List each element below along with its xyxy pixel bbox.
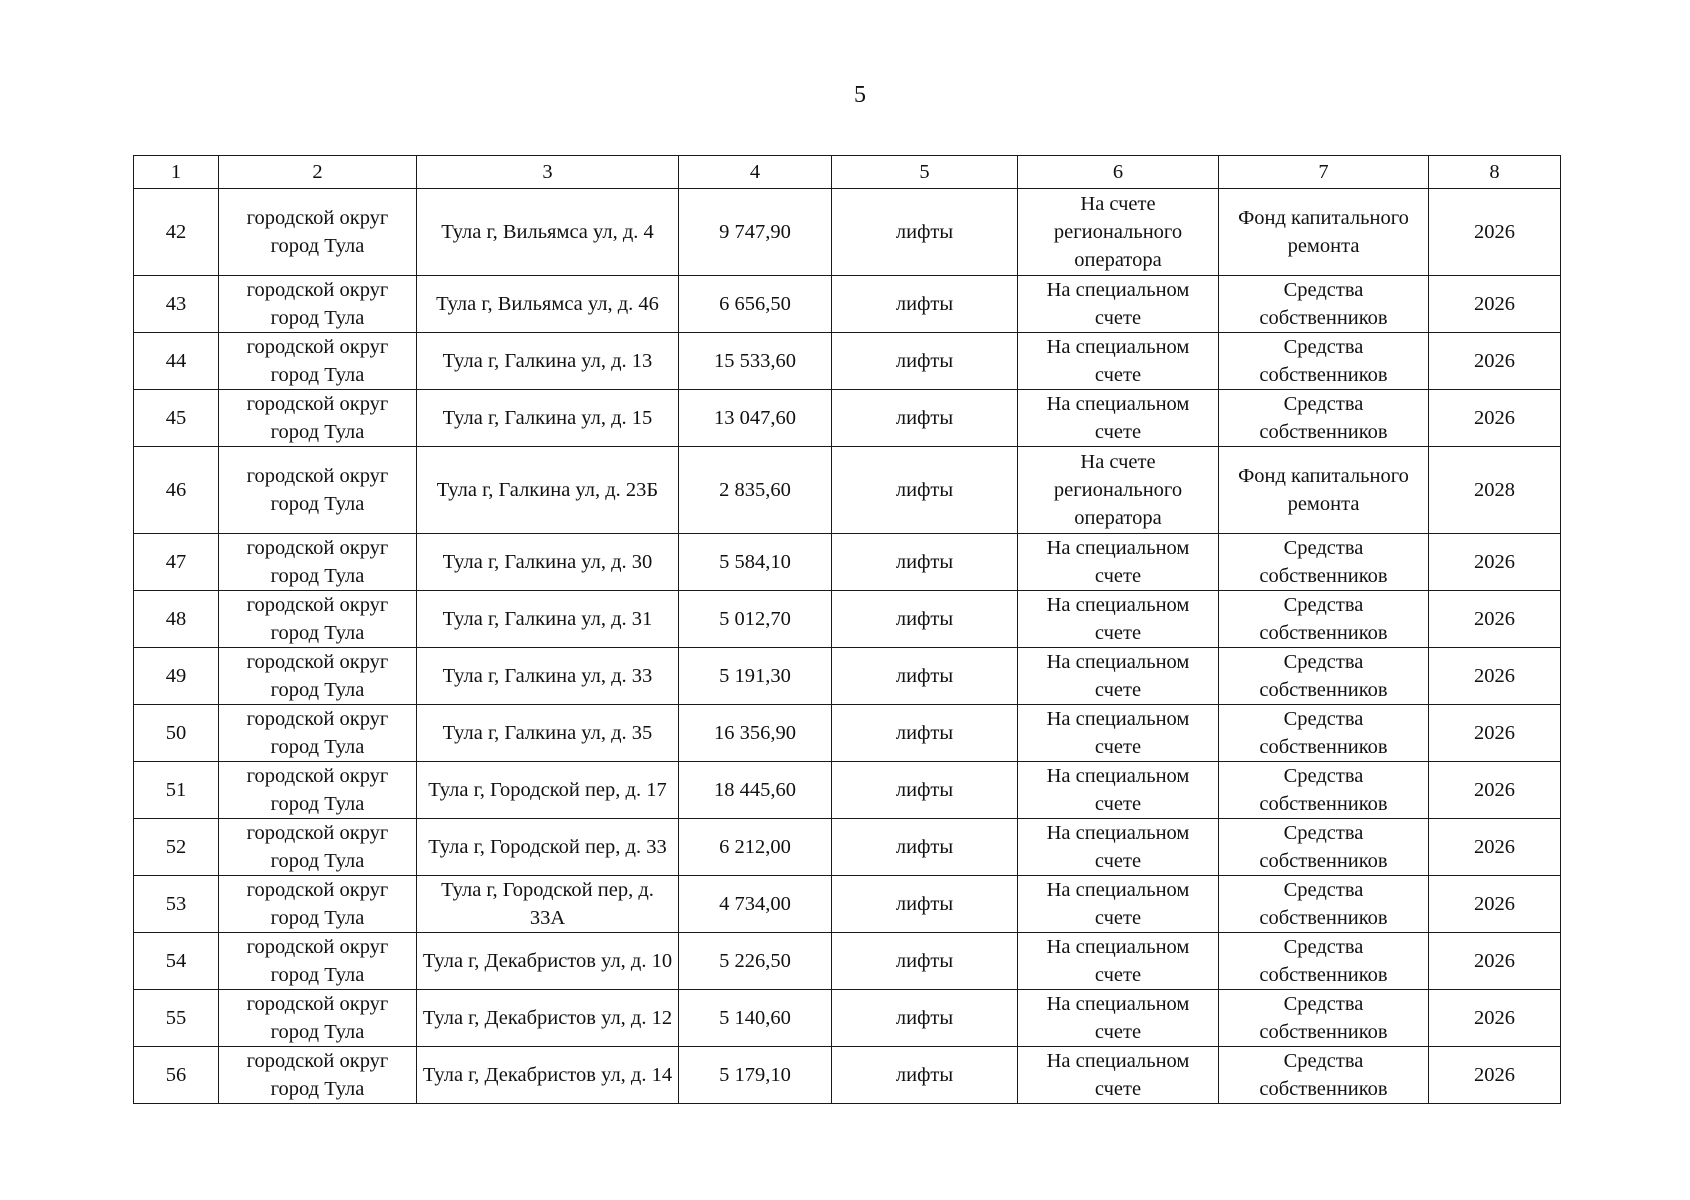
- year-cell: 2026: [1429, 534, 1561, 591]
- table-row: [134, 705, 1561, 762]
- address-cell: Тула г, Галкина ул, д. 13: [417, 333, 679, 390]
- municipality-cell: городской округ город Тула: [219, 534, 417, 591]
- address-cell: Тула г, Декабристов ул, д. 14: [417, 1047, 679, 1104]
- funding-source-cell: Средства собственников: [1219, 762, 1429, 819]
- municipality-cell: городской округ город Тула: [219, 189, 417, 276]
- funding-source-cell: Средства собственников: [1219, 990, 1429, 1047]
- work-type-cell: лифты: [832, 876, 1018, 933]
- table-row: [134, 762, 1561, 819]
- work-type-cell: лифты: [832, 990, 1018, 1047]
- municipality-cell: городской округ город Тула: [219, 819, 417, 876]
- row-number-cell: 43: [134, 276, 219, 333]
- row-number-cell: 49: [134, 648, 219, 705]
- page-number: 5: [854, 82, 866, 108]
- row-number-cell: 54: [134, 933, 219, 990]
- year-cell: 2026: [1429, 990, 1561, 1047]
- table-row: [134, 276, 1561, 333]
- year-cell: 2026: [1429, 648, 1561, 705]
- account-type-cell: На специальном счете: [1018, 390, 1219, 447]
- col-header-7: 7: [1219, 156, 1429, 189]
- municipality-cell: городской округ город Тула: [219, 705, 417, 762]
- municipality-cell: городской округ город Тула: [219, 762, 417, 819]
- municipality-cell: городской округ город Тула: [219, 1047, 417, 1104]
- address-cell: Тула г, Галкина ул, д. 33: [417, 648, 679, 705]
- funding-source-cell: Средства собственников: [1219, 591, 1429, 648]
- col-header-4: 4: [679, 156, 832, 189]
- row-number-cell: 52: [134, 819, 219, 876]
- address-cell: Тула г, Галкина ул, д. 35: [417, 705, 679, 762]
- capital-repair-table: [133, 155, 1561, 1104]
- table-row: [134, 1047, 1561, 1104]
- year-cell: 2028: [1429, 447, 1561, 534]
- address-cell: Тула г, Галкина ул, д. 31: [417, 591, 679, 648]
- work-type-cell: лифты: [832, 933, 1018, 990]
- table-row: [134, 534, 1561, 591]
- account-type-cell: На специальном счете: [1018, 819, 1219, 876]
- area-cell: 5 140,60: [679, 990, 832, 1047]
- address-cell: Тула г, Городской пер, д. 33: [417, 819, 679, 876]
- account-type-cell: На специальном счете: [1018, 933, 1219, 990]
- table-row: [134, 819, 1561, 876]
- table-row: [134, 933, 1561, 990]
- municipality-cell: городской округ город Тула: [219, 876, 417, 933]
- row-number-cell: 50: [134, 705, 219, 762]
- municipality-cell: городской округ город Тула: [219, 447, 417, 534]
- area-cell: 15 533,60: [679, 333, 832, 390]
- address-cell: Тула г, Декабристов ул, д. 12: [417, 990, 679, 1047]
- work-type-cell: лифты: [832, 762, 1018, 819]
- header-row: [134, 156, 1561, 189]
- funding-source-cell: Фонд капитального ремонта: [1219, 447, 1429, 534]
- year-cell: 2026: [1429, 276, 1561, 333]
- address-cell: Тула г, Галкина ул, д. 23Б: [417, 447, 679, 534]
- account-type-cell: На специальном счете: [1018, 762, 1219, 819]
- col-header-2: 2: [219, 156, 417, 189]
- funding-source-cell: Средства собственников: [1219, 534, 1429, 591]
- row-number-cell: 53: [134, 876, 219, 933]
- year-cell: 2026: [1429, 762, 1561, 819]
- funding-source-cell: Средства собственников: [1219, 705, 1429, 762]
- municipality-cell: городской округ город Тула: [219, 276, 417, 333]
- row-number-cell: 56: [134, 1047, 219, 1104]
- year-cell: 2026: [1429, 705, 1561, 762]
- col-header-1: 1: [134, 156, 219, 189]
- address-cell: Тула г, Вильямса ул, д. 46: [417, 276, 679, 333]
- table-header: [134, 156, 1561, 189]
- account-type-cell: На специальном счете: [1018, 705, 1219, 762]
- address-cell: Тула г, Городской пер, д. 17: [417, 762, 679, 819]
- year-cell: 2026: [1429, 591, 1561, 648]
- funding-source-cell: Средства собственников: [1219, 390, 1429, 447]
- funding-source-cell: Средства собственников: [1219, 648, 1429, 705]
- year-cell: 2026: [1429, 1047, 1561, 1104]
- area-cell: 5 226,50: [679, 933, 832, 990]
- row-number-cell: 51: [134, 762, 219, 819]
- municipality-cell: городской округ город Тула: [219, 648, 417, 705]
- area-cell: 5 179,10: [679, 1047, 832, 1104]
- account-type-cell: На специальном счете: [1018, 276, 1219, 333]
- work-type-cell: лифты: [832, 819, 1018, 876]
- funding-source-cell: Средства собственников: [1219, 276, 1429, 333]
- account-type-cell: На специальном счете: [1018, 648, 1219, 705]
- work-type-cell: лифты: [832, 648, 1018, 705]
- row-number-cell: 55: [134, 990, 219, 1047]
- table-row: [134, 447, 1561, 534]
- work-type-cell: лифты: [832, 189, 1018, 276]
- funding-source-cell: Фонд капитального ремонта: [1219, 189, 1429, 276]
- funding-source-cell: Средства собственников: [1219, 333, 1429, 390]
- account-type-cell: На специальном счете: [1018, 591, 1219, 648]
- funding-source-cell: Средства собственников: [1219, 819, 1429, 876]
- table-row: [134, 876, 1561, 933]
- funding-source-cell: Средства собственников: [1219, 1047, 1429, 1104]
- area-cell: 4 734,00: [679, 876, 832, 933]
- account-type-cell: На специальном счете: [1018, 876, 1219, 933]
- area-cell: 13 047,60: [679, 390, 832, 447]
- area-cell: 6 656,50: [679, 276, 832, 333]
- area-cell: 6 212,00: [679, 819, 832, 876]
- account-type-cell: На специальном счете: [1018, 990, 1219, 1047]
- municipality-cell: городской округ город Тула: [219, 390, 417, 447]
- area-cell: 18 445,60: [679, 762, 832, 819]
- area-cell: 16 356,90: [679, 705, 832, 762]
- account-type-cell: На специальном счете: [1018, 333, 1219, 390]
- address-cell: Тула г, Декабристов ул, д. 10: [417, 933, 679, 990]
- area-cell: 5 584,10: [679, 534, 832, 591]
- funding-source-cell: Средства собственников: [1219, 933, 1429, 990]
- year-cell: 2026: [1429, 933, 1561, 990]
- funding-source-cell: Средства собственников: [1219, 876, 1429, 933]
- address-cell: Тула г, Городской пер, д. 33А: [417, 876, 679, 933]
- area-cell: 5 191,30: [679, 648, 832, 705]
- work-type-cell: лифты: [832, 591, 1018, 648]
- work-type-cell: лифты: [832, 447, 1018, 534]
- area-cell: 9 747,90: [679, 189, 832, 276]
- account-type-cell: На счете регионального оператора: [1018, 447, 1219, 534]
- col-header-8: 8: [1429, 156, 1561, 189]
- account-type-cell: На счете регионального оператора: [1018, 189, 1219, 276]
- row-number-cell: 47: [134, 534, 219, 591]
- table-row: [134, 990, 1561, 1047]
- account-type-cell: На специальном счете: [1018, 1047, 1219, 1104]
- year-cell: 2026: [1429, 819, 1561, 876]
- work-type-cell: лифты: [832, 390, 1018, 447]
- row-number-cell: 44: [134, 333, 219, 390]
- col-header-6: 6: [1018, 156, 1219, 189]
- col-header-3: 3: [417, 156, 679, 189]
- municipality-cell: городской округ город Тула: [219, 333, 417, 390]
- row-number-cell: 48: [134, 591, 219, 648]
- table-row: [134, 189, 1561, 276]
- table-row: [134, 390, 1561, 447]
- address-cell: Тула г, Галкина ул, д. 30: [417, 534, 679, 591]
- area-cell: 5 012,70: [679, 591, 832, 648]
- municipality-cell: городской округ город Тула: [219, 933, 417, 990]
- address-cell: Тула г, Галкина ул, д. 15: [417, 390, 679, 447]
- account-type-cell: На специальном счете: [1018, 534, 1219, 591]
- row-number-cell: 46: [134, 447, 219, 534]
- row-number-cell: 45: [134, 390, 219, 447]
- row-number-cell: 42: [134, 189, 219, 276]
- table-body: [134, 189, 1561, 1104]
- col-header-5: 5: [832, 156, 1018, 189]
- table-row: [134, 333, 1561, 390]
- municipality-cell: городской округ город Тула: [219, 591, 417, 648]
- address-cell: Тула г, Вильямса ул, д. 4: [417, 189, 679, 276]
- work-type-cell: лифты: [832, 534, 1018, 591]
- work-type-cell: лифты: [832, 1047, 1018, 1104]
- work-type-cell: лифты: [832, 705, 1018, 762]
- table-row: [134, 591, 1561, 648]
- year-cell: 2026: [1429, 333, 1561, 390]
- year-cell: 2026: [1429, 876, 1561, 933]
- work-type-cell: лифты: [832, 333, 1018, 390]
- table-row: [134, 648, 1561, 705]
- work-type-cell: лифты: [832, 276, 1018, 333]
- year-cell: 2026: [1429, 390, 1561, 447]
- municipality-cell: городской округ город Тула: [219, 990, 417, 1047]
- area-cell: 2 835,60: [679, 447, 832, 534]
- year-cell: 2026: [1429, 189, 1561, 276]
